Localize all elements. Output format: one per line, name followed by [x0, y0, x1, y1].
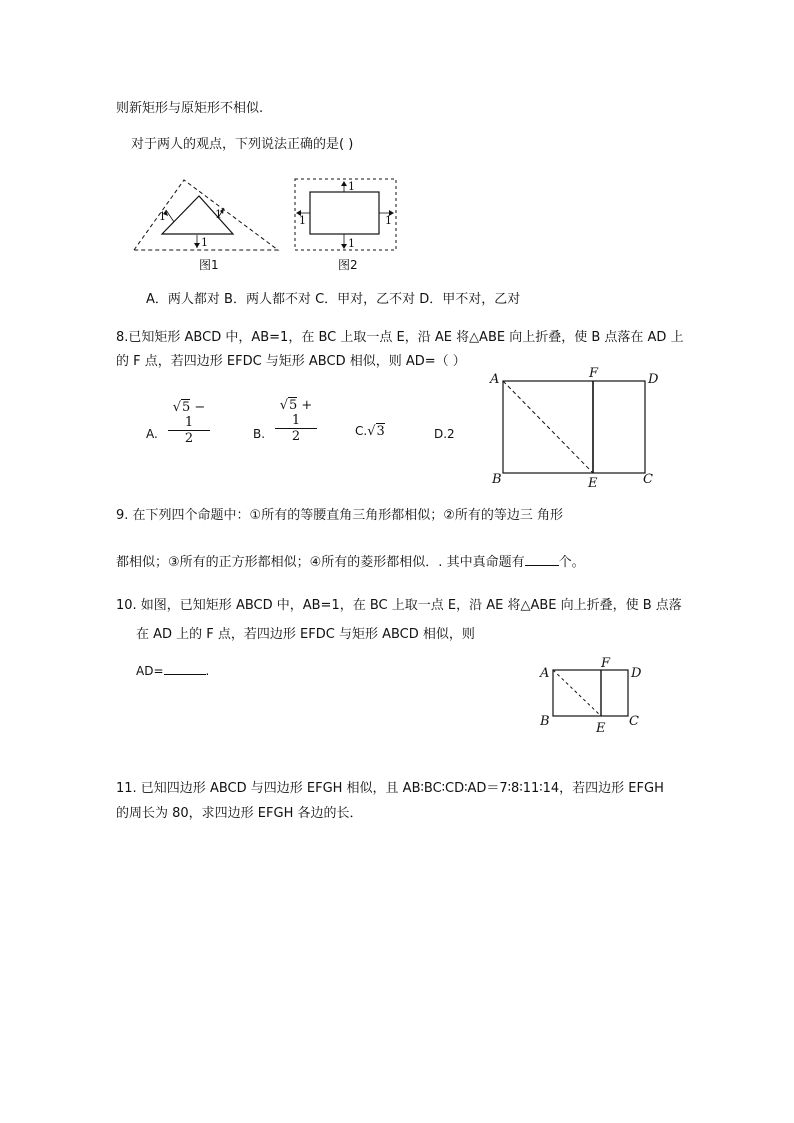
- q8-label-a: A: [490, 372, 500, 387]
- q8-option-c: C.√3: [355, 424, 385, 439]
- q10-label-c: C: [629, 714, 639, 729]
- q8-option-a-fraction: $\frac{√5 - 1}{2}$: [168, 400, 210, 446]
- q8-option-b-label: B.: [253, 427, 266, 441]
- q9-line-1: 9. 在下列四个命题中：①所有的等腰直角三角形都相似；②所有的等边三 角形: [116, 508, 563, 523]
- q9-line-2-text: 都相似；③所有的正方形都相似；④所有的菱形都相似．. 其中真命题有: [116, 555, 525, 570]
- fig2-caption: 图2: [338, 258, 358, 272]
- q8-a-denominator: 2: [184, 431, 194, 446]
- fig1-caption: 图1: [199, 258, 219, 272]
- fig1-offset-bottom: 1: [201, 236, 208, 249]
- q10-label-d: D: [631, 666, 642, 681]
- q10-label-b: B: [540, 714, 550, 729]
- q8-rect-abcd: [503, 381, 645, 473]
- q11-line-2: 的周长为 80，求四边形 EFGH 各边的长．: [116, 806, 363, 821]
- q8-b-num-rest: + 1: [291, 398, 313, 428]
- fig2-offset-bottom: 1: [348, 237, 355, 250]
- q10-label-a: A: [540, 666, 550, 681]
- q8-c-radicand: 3: [376, 424, 385, 439]
- fig2-offset-right: 1: [385, 214, 392, 227]
- q9-line-2: [116, 553, 585, 571]
- q8-label-f: F: [589, 366, 599, 381]
- text-line-2: 对于两人的观点，下列说法正确的是( ): [131, 137, 354, 152]
- fig1-inner-triangle: [162, 196, 233, 234]
- fig1-offset-left: 1: [159, 210, 166, 223]
- figure-2-rectangle: [294, 178, 398, 252]
- q8-rectangle-figure: [488, 366, 668, 491]
- text-line-1: 则新矩形与原矩形不相似.: [116, 101, 264, 116]
- q8-option-c-label: C.: [355, 424, 368, 438]
- q10-rect-abcd: [553, 670, 628, 716]
- q8-option-d: D.2: [434, 427, 455, 441]
- q8-a-radicand: 5: [181, 400, 191, 415]
- q10-label-e: E: [596, 721, 606, 736]
- q10-ad-label: AD=: [136, 664, 164, 678]
- q7-options: A．两人都对 B．两人都不对 C．甲对，乙不对 D．甲不对，乙对: [146, 292, 521, 307]
- q8-label-d: D: [648, 372, 659, 387]
- q9-line-2-suffix: 个。: [558, 555, 585, 570]
- q10-line-3: [136, 662, 209, 679]
- q11-line-1: 11. 已知四边形 ABCD 与四边形 EFGH 相似，且 AB∶BC∶CD∶AD＝7∶8∶11∶14，若四边形 EFGH: [116, 781, 664, 796]
- q10-line-2: 在 AD 上的 F 点，若四边形 EFDC 与矩形 ABCD 相似，则: [136, 627, 475, 642]
- fig1-offset-right: 1: [215, 208, 222, 221]
- q10-answer-blank[interactable]: [164, 662, 206, 675]
- q10-line-3-suffix: .: [205, 664, 210, 678]
- q8-line-1: 8.已知矩形 ABCD 中，AB=1，在 BC 上取一点 E，沿 AE 将△ABE 向上折叠，使 B 点落在 AD 上: [116, 330, 684, 345]
- q10-fold-ae: [553, 670, 601, 716]
- q10-line-1: 10. 如图，已知矩形 ABCD 中，AB=1，在 BC 上取一点 E，沿 AE 将△ABE 向上折叠，使 B 点落: [116, 598, 682, 613]
- q8-b-radicand: 5: [288, 398, 298, 413]
- q8-label-b: B: [492, 472, 502, 487]
- q8-label-e: E: [588, 476, 598, 491]
- q8-option-a-label: A.: [146, 427, 158, 441]
- q8-b-denominator: 2: [291, 429, 301, 444]
- q8-fold-ae: [503, 381, 593, 473]
- q10-label-f: F: [601, 656, 611, 671]
- q8-a-num-rest: − 1: [184, 400, 206, 430]
- q9-answer-blank[interactable]: [525, 553, 559, 566]
- q8-line-2: 的 F 点，若四边形 EFDC 与矩形 ABCD 相似，则 AD=（ ）: [116, 354, 466, 369]
- fig2-inner-rect: [310, 192, 379, 234]
- q8-option-b-fraction: $\frac{√5 + 1}{2}$: [275, 398, 317, 444]
- fig2-offset-top: 1: [348, 180, 355, 193]
- q10-rectangle-figure: [538, 655, 648, 735]
- fig2-offset-left: 1: [299, 214, 306, 227]
- q8-label-c: C: [643, 472, 653, 487]
